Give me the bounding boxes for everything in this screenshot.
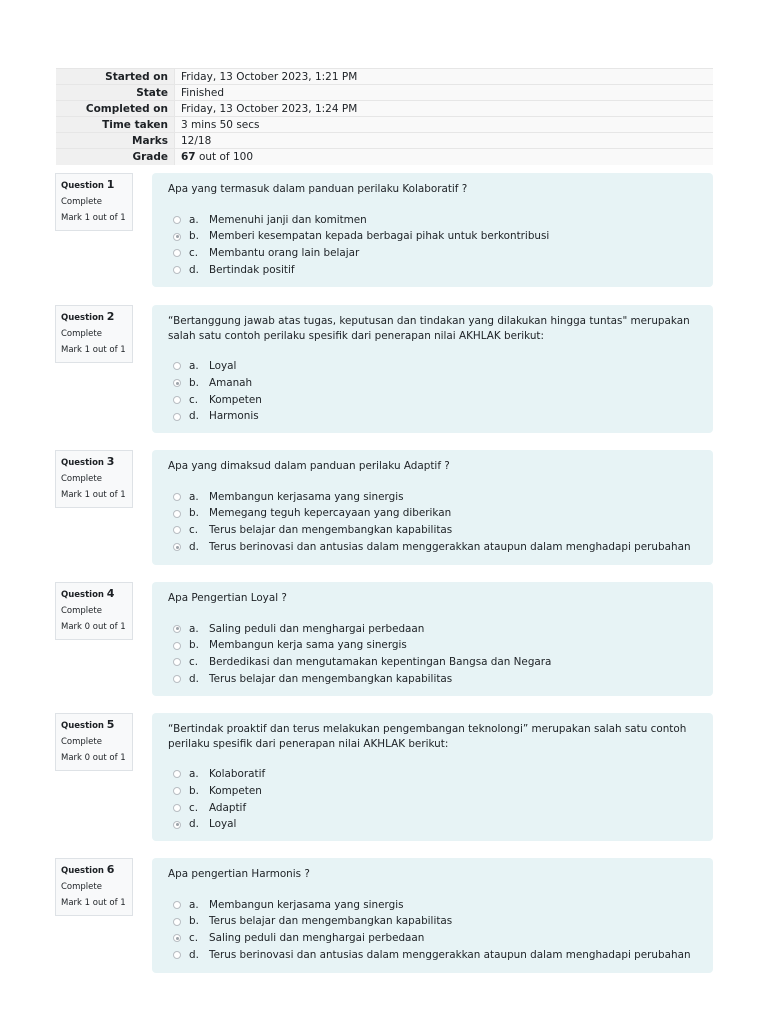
answer-option [168, 358, 697, 375]
question-label: Question [61, 866, 104, 876]
question-content [152, 582, 713, 696]
answer-letter: a. [189, 898, 199, 911]
question-block [55, 713, 713, 841]
answer-letter: a. [189, 490, 199, 503]
radio-unselected-icon [173, 901, 181, 909]
answer-options [168, 897, 697, 964]
question-number: 6 [106, 863, 115, 876]
summary-row-grade [56, 149, 713, 165]
answer-option [168, 392, 697, 409]
answer-letter: a. [189, 622, 199, 635]
answer-option [168, 408, 697, 425]
answer-letter: c. [189, 656, 199, 669]
question-label: Question [61, 721, 104, 731]
question-number-line [61, 862, 132, 879]
question-content [152, 305, 713, 433]
answer-option [168, 897, 697, 914]
radio-unselected-icon [173, 249, 181, 257]
question-number-line [61, 586, 132, 603]
answer-letter: b. [189, 639, 199, 652]
answer-options [168, 489, 697, 556]
question-label: Question [61, 590, 104, 600]
summary-row-state [56, 85, 713, 101]
question-text: Apa pengertian Harmonis ? [168, 868, 310, 880]
summary-label: Grade [56, 149, 175, 165]
answer-text: Kolaboratif [209, 768, 266, 780]
answer-text: Saling peduli dan menghargai perbedaan [209, 622, 425, 635]
answer-text: Kompeten [209, 393, 262, 406]
radio-unselected-icon [173, 675, 181, 683]
question-block [55, 858, 713, 973]
answer-letter: b. [189, 784, 199, 797]
answer-text: Adaptif [209, 801, 247, 814]
question-mark: Mark 0 out of 1 [61, 622, 126, 632]
question-content [152, 450, 713, 565]
answer-option [168, 522, 697, 539]
radio-unselected-icon [173, 362, 181, 370]
answer-text: Amanah [209, 376, 253, 389]
question-info [55, 173, 133, 231]
question-state: Complete [61, 474, 102, 484]
radio-unselected-icon [173, 770, 181, 778]
question-number: 1 [106, 178, 115, 191]
radio-selected-icon [173, 821, 181, 829]
summary-label: State [56, 85, 175, 101]
summary-value: 3 mins 50 secs [175, 117, 714, 133]
question-info [55, 858, 133, 916]
question-block [55, 450, 713, 565]
answer-option [168, 930, 697, 947]
summary-row-marks [56, 133, 713, 149]
question-number-line [61, 177, 132, 194]
radio-selected-icon [173, 543, 181, 551]
summary-row-started [56, 69, 713, 85]
answer-option [168, 766, 697, 783]
question-mark: Mark 1 out of 1 [61, 898, 126, 908]
radio-unselected-icon [173, 804, 181, 812]
question-mark: Mark 0 out of 1 [61, 753, 126, 763]
answer-option [168, 375, 697, 392]
question-block [55, 582, 713, 696]
question-label: Question [61, 313, 104, 323]
answer-text: Memenuhi janji dan komitmen [209, 213, 367, 226]
question-info [55, 305, 133, 363]
answer-text: Terus belajar dan mengembangkan kapabilitas [209, 672, 453, 685]
radio-unselected-icon [173, 787, 181, 795]
question-state: Complete [61, 197, 102, 207]
radio-unselected-icon [173, 526, 181, 534]
answer-letter: a. [189, 360, 199, 372]
radio-unselected-icon [173, 266, 181, 274]
summary-label: Marks [56, 133, 175, 149]
question-info [55, 713, 133, 771]
question-number: 4 [106, 587, 115, 600]
answer-letter: d. [189, 818, 199, 831]
answer-letter: c. [189, 247, 199, 260]
grade-out-of: out of 100 [195, 150, 253, 163]
radio-selected-icon [173, 233, 181, 241]
summary-row-completed [56, 101, 713, 117]
question-number-line [61, 717, 132, 734]
answer-options [168, 212, 697, 279]
summary-value: 12/18 [175, 133, 714, 149]
question-text: Apa yang dimaksud dalam panduan perilaku Adaptif ? [168, 460, 450, 472]
summary-value: Finished [175, 85, 714, 101]
answer-option [168, 800, 697, 817]
answer-option [168, 505, 697, 522]
answer-text: Berdedikasi dan mengutamakan kepentingan Bangsa dan Negara [209, 656, 552, 669]
question-text: Apa yang termasuk dalam panduan perilaku Kolaboratif ? [168, 183, 468, 195]
question-text: “Bertanggung jawab atas tugas, keputusan dan tindakan yang dilakukan hingga tuntas" merupakan salah satu contoh perilaku spesifik dari penerapan nilai AKHLAK berikut: [168, 315, 690, 342]
answer-letter: a. [189, 213, 199, 226]
summary-label: Time taken [56, 117, 175, 133]
answer-option [168, 489, 697, 506]
answer-text: Membangun kerja sama yang sinergis [209, 639, 407, 652]
radio-unselected-icon [173, 216, 181, 224]
answer-letter: b. [189, 915, 199, 928]
question-info [55, 450, 133, 508]
question-number-line [61, 454, 132, 471]
question-number: 3 [106, 455, 115, 468]
answer-text: Terus belajar dan mengembangkan kapabilitas [209, 524, 453, 537]
answer-options [168, 621, 697, 688]
question-content [152, 713, 713, 841]
question-label: Question [61, 458, 104, 468]
question-mark: Mark 1 out of 1 [61, 345, 126, 355]
answer-letter: c. [189, 393, 199, 406]
radio-unselected-icon [173, 493, 181, 501]
answer-letter: b. [189, 507, 199, 520]
answer-option [168, 262, 697, 279]
question-text: “Bertindak proaktif dan terus melakukan pengembangan teknolongi” merupakan salah satu contoh perilaku spesifik dari penerapan nilai AKHLAK berikut: [168, 723, 687, 750]
radio-selected-icon [173, 934, 181, 942]
answer-option [168, 816, 697, 833]
answer-text: Memberi kesempatan kepada berbagai pihak untuk berkontribusi [209, 230, 550, 243]
answer-text: Harmonis [209, 410, 259, 423]
answer-option [168, 212, 697, 229]
quiz-summary-table [56, 68, 713, 165]
radio-unselected-icon [173, 658, 181, 666]
answer-text: Membangun kerjasama yang sinergis [209, 898, 404, 911]
summary-label: Started on [56, 69, 175, 85]
radio-selected-icon [173, 379, 181, 387]
question-number-line [61, 309, 132, 326]
question-number: 5 [106, 718, 115, 731]
question-text: Apa Pengertian Loyal ? [168, 592, 287, 604]
answer-text: Memegang teguh kepercayaan yang diberikan [209, 507, 452, 520]
radio-unselected-icon [173, 413, 181, 421]
answer-option [168, 637, 697, 654]
radio-selected-icon [173, 625, 181, 633]
summary-value [175, 149, 714, 165]
answer-text: Membangun kerjasama yang sinergis [209, 490, 404, 503]
answer-letter: a. [189, 768, 199, 780]
answer-option [168, 245, 697, 262]
answer-text: Kompeten [209, 784, 262, 797]
answer-text: Saling peduli dan menghargai perbedaan [209, 932, 425, 945]
question-state: Complete [61, 606, 102, 616]
question-state: Complete [61, 882, 102, 892]
answer-letter: b. [189, 376, 199, 389]
answer-option [168, 654, 697, 671]
answer-letter: c. [189, 932, 199, 945]
answer-text: Terus berinovasi dan antusias dalam menggerakkan ataupun dalam menghadapi perubahan [209, 948, 691, 961]
summary-row-time-taken [56, 117, 713, 133]
question-content [152, 173, 713, 287]
answer-option [168, 671, 697, 688]
question-state: Complete [61, 737, 102, 747]
answer-options [168, 766, 697, 833]
answer-option [168, 913, 697, 930]
radio-unselected-icon [173, 642, 181, 650]
answer-option [168, 947, 697, 964]
answer-option [168, 621, 697, 638]
answer-text: Terus berinovasi dan antusias dalam menggerakkan ataupun dalam menghadapi perubahan [209, 540, 691, 553]
question-block [55, 173, 713, 287]
answer-text: Membantu orang lain belajar [209, 247, 360, 260]
radio-unselected-icon [173, 951, 181, 959]
question-label: Question [61, 181, 104, 191]
question-info [55, 582, 133, 640]
answer-letter: d. [189, 948, 199, 961]
answer-letter: d. [189, 410, 199, 423]
answer-letter: d. [189, 672, 199, 685]
radio-unselected-icon [173, 918, 181, 926]
summary-label: Completed on [56, 101, 175, 117]
answer-letter: c. [189, 524, 199, 537]
radio-unselected-icon [173, 510, 181, 518]
radio-unselected-icon [173, 396, 181, 404]
answer-text: Bertindak positif [209, 263, 295, 276]
question-mark: Mark 1 out of 1 [61, 213, 126, 223]
answer-letter: d. [189, 540, 199, 553]
answer-text: Loyal [209, 818, 237, 831]
question-number: 2 [106, 310, 115, 323]
answer-text: Terus belajar dan mengembangkan kapabilitas [209, 915, 453, 928]
grade-score: 67 [181, 150, 196, 163]
answer-letter: d. [189, 263, 199, 276]
summary-value: Friday, 13 October 2023, 1:24 PM [175, 101, 714, 117]
summary-value: Friday, 13 October 2023, 1:21 PM [175, 69, 714, 85]
question-block [55, 305, 713, 433]
answer-text: Loyal [209, 360, 237, 372]
answer-option [168, 539, 697, 556]
question-content [152, 858, 713, 973]
answer-options [168, 358, 697, 425]
answer-option [168, 228, 697, 245]
answer-letter: b. [189, 230, 199, 243]
question-state: Complete [61, 329, 102, 339]
answer-letter: c. [189, 801, 199, 814]
question-mark: Mark 1 out of 1 [61, 490, 126, 500]
answer-option [168, 783, 697, 800]
